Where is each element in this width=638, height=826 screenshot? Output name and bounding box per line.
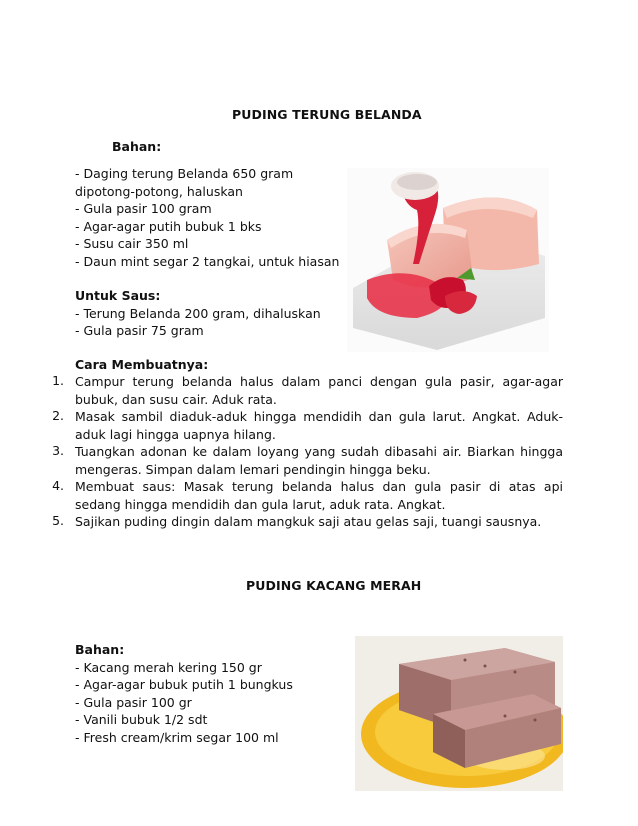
step-text: Masak sambil diaduk-aduk hingga mendidih dan gula larut. Angkat. Aduk-aduk lagi hingga uapnya hilang. [75, 409, 563, 442]
ingredient-line: - Daging terung Belanda 650 gram [75, 166, 294, 181]
step-number: 5. [52, 513, 64, 528]
ingredient-line: - Susu cair 350 ml [75, 236, 189, 251]
ingredient-line: - Fresh cream/krim segar 100 ml [75, 730, 279, 745]
recipe2-title: PUDING KACANG MERAH [246, 578, 422, 593]
pudding-illustration [347, 168, 549, 352]
step-text: Sajikan puding dingin dalam mangkuk saji atau gelas saji, tuangi sausnya. [75, 514, 542, 529]
step-text: Campur terung belanda halus dalam panci dengan gula pasir, agar-agar bubuk, dan susu cair. Aduk rata. [75, 374, 563, 407]
sauce-line: - Gula pasir 75 gram [75, 323, 204, 338]
ingredient-line: - Kacang merah kering 150 gr [75, 660, 262, 675]
ingredient-line: - Daun mint segar 2 tangkai, untuk hiasan [75, 254, 340, 269]
ingredient-line: dipotong-potong, haluskan [75, 184, 243, 199]
step-number: 2. [52, 408, 64, 423]
method-heading: Cara Membuatnya: [75, 357, 209, 372]
recipe2-ingredients-heading: Bahan: [75, 642, 125, 657]
step-text: Membuat saus: Masak terung belanda halus dan gula pasir di atas api sedang hingga mendidih dan gula larut, aduk rata. Angkat. [75, 479, 563, 512]
recipe1-title: PUDING TERUNG BELANDA [232, 107, 422, 122]
step-number: 4. [52, 478, 64, 493]
pudding-illustration [355, 636, 563, 791]
ingredient-line: - Vanili bubuk 1/2 sdt [75, 712, 208, 727]
pudding-photo-kacang-merah [355, 636, 563, 791]
recipe1-ingredients-heading: Bahan: [112, 139, 162, 154]
sauce-line: - Terung Belanda 200 gram, dihaluskan [75, 306, 321, 321]
ingredient-line: - Gula pasir 100 gram [75, 201, 212, 216]
ingredient-line: - Agar-agar bubuk putih 1 bungkus [75, 677, 293, 692]
pudding-photo-terung [347, 168, 549, 352]
ingredient-line: - Gula pasir 100 gr [75, 695, 192, 710]
sauce-heading: Untuk Saus: [75, 288, 161, 303]
step-number: 3. [52, 443, 64, 458]
step-text: Tuangkan adonan ke dalam loyang yang sudah dibasahi air. Biarkan hingga mengeras. Simpan dalam lemari pendingin hingga beku. [75, 444, 563, 477]
step-number: 1. [52, 373, 64, 388]
ingredient-line: - Agar-agar putih bubuk 1 bks [75, 219, 262, 234]
